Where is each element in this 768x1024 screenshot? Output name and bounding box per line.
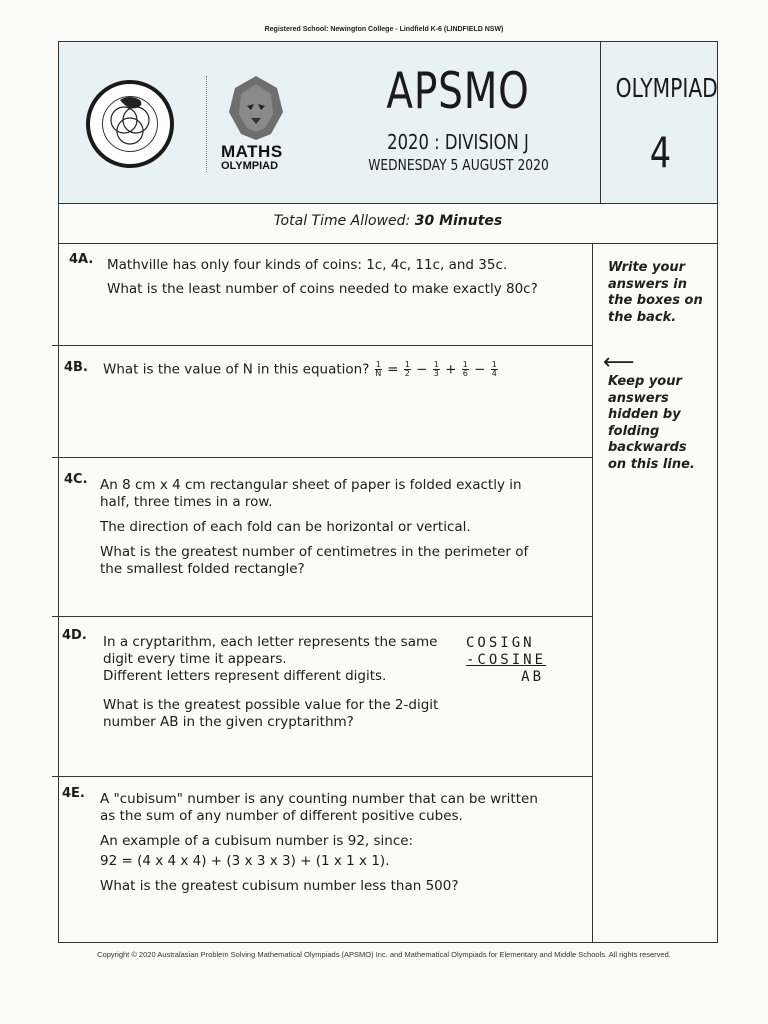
side-note-line: folding (608, 423, 660, 439)
row-divider-4c (52, 616, 592, 617)
side-note-line: Write your (608, 260, 686, 275)
side-note-line: hidden by (608, 407, 681, 422)
question-label-4e: 4E. (62, 786, 85, 801)
time-allowed (58, 213, 718, 229)
registered-school: Registered School: Newington College - Lindfield K-6 (LINDFIELD NSW) (264, 26, 504, 33)
cryptarithm-line-2: -COSINE (466, 652, 547, 668)
question-4c (100, 477, 528, 578)
lion-head-icon (227, 74, 285, 140)
question-4d (103, 634, 438, 731)
cryptarithm-line-3: AB (521, 669, 545, 685)
olympiad-number: 4 (649, 128, 672, 177)
time-label: Total Time Allowed: (273, 213, 411, 229)
side-note-write (608, 260, 703, 326)
question-line: An example of a cubisum number is 92, since: (100, 833, 414, 849)
question-label-4c: 4C. (64, 472, 88, 487)
time-value: 30 Minutes (414, 213, 503, 229)
side-note-line: Keep your (608, 374, 682, 389)
plus-sign: + (445, 361, 457, 378)
maths-wordmark: MATHS (221, 142, 283, 161)
cryptarithm (466, 635, 546, 686)
side-note-line: the back. (608, 309, 677, 325)
question-line: What is the value of N in this equation? (103, 361, 370, 378)
question-label-4d: 4D. (62, 628, 87, 643)
question-line: 92 = (4 x 4 x 4) + (3 x 3 x 3) + (1 x 1 x 1). (100, 853, 390, 869)
equals-sign: = (387, 361, 399, 378)
row-divider-4b (52, 457, 592, 458)
left-arrow-icon: ⟵ (603, 350, 635, 375)
side-note-line: answers in (608, 276, 687, 292)
exam-date: WEDNESDAY 5 AUGUST 2020 (368, 156, 549, 174)
question-line: A "cubisum" number is any counting number that can be written (100, 791, 538, 807)
question-4e (100, 791, 538, 895)
side-note-keep (608, 374, 695, 473)
fraction-1-over-2: $\frac{1}{2}$ (404, 360, 410, 378)
question-line: In a cryptarithm, each letter represents the same (103, 634, 438, 650)
header-divider (600, 41, 601, 204)
row-divider-4a (52, 345, 592, 346)
copyright-footer: Copyright © 2020 Australasian Problem Solving Mathematical Olympiads (APSMO) Inc. and Mathematical Olympiads for Elementary and Middle Schools. All rights reserved. (97, 950, 671, 959)
side-note-line: on this line. (608, 456, 695, 472)
question-line: The direction of each fold can be horizontal or vertical. (100, 519, 471, 535)
question-label-4b: 4B. (64, 360, 88, 375)
side-note-line: answers (608, 390, 669, 406)
question-line: What is the greatest number of centimetres in the perimeter of (100, 544, 529, 560)
logo-separator (206, 76, 207, 172)
cryptarithm-line-1: COSIGN (466, 635, 535, 651)
question-line: What is the greatest cubisum number less than 500? (100, 878, 459, 894)
fraction-1-over-4: $\frac{1}{4}$ (491, 360, 497, 378)
division-label: 2020 : DIVISION J (387, 130, 529, 154)
question-line: the smallest folded rectangle? (100, 561, 305, 577)
question-4b (103, 361, 499, 379)
question-line: half, three times in a row. (100, 494, 273, 510)
fraction-1-over-n: $\frac{1}{N}$ (375, 360, 382, 378)
logo-venn-art (86, 80, 174, 168)
fraction-1-over-6: $\frac{1}{6}$ (462, 360, 468, 378)
apsmo-title: APSMO (386, 62, 530, 120)
fraction-1-over-3: $\frac{1}{3}$ (433, 360, 439, 378)
row-divider-4d (52, 776, 592, 777)
side-note-line: the boxes on (608, 293, 703, 308)
question-line: What is the greatest possible value for the 2-digit (103, 697, 439, 713)
question-line: What is the least number of coins needed to make exactly 80c? (107, 281, 538, 297)
question-line: number AB in the given cryptarithm? (103, 714, 354, 730)
question-line: An 8 cm x 4 cm rectangular sheet of paper is folded exactly in (100, 477, 522, 493)
question-line: as the sum of any number of different positive cubes. (100, 808, 463, 824)
olympiad-label: OLYMPIAD (615, 74, 718, 104)
olympiad-wordmark: OLYMPIAD (221, 160, 279, 172)
answer-column-divider (592, 244, 593, 943)
question-label-4a: 4A. (69, 252, 94, 267)
question-line: Mathville has only four kinds of coins: 1c, 4c, 11c, and 35c. (107, 257, 508, 273)
question-4a (107, 257, 538, 298)
minus-sign: − (474, 361, 486, 378)
question-line: digit every time it appears. (103, 651, 287, 667)
question-line: Different letters represent different digits. (103, 668, 387, 684)
side-note-line: backwards (608, 440, 687, 455)
minus-sign: − (416, 361, 428, 378)
